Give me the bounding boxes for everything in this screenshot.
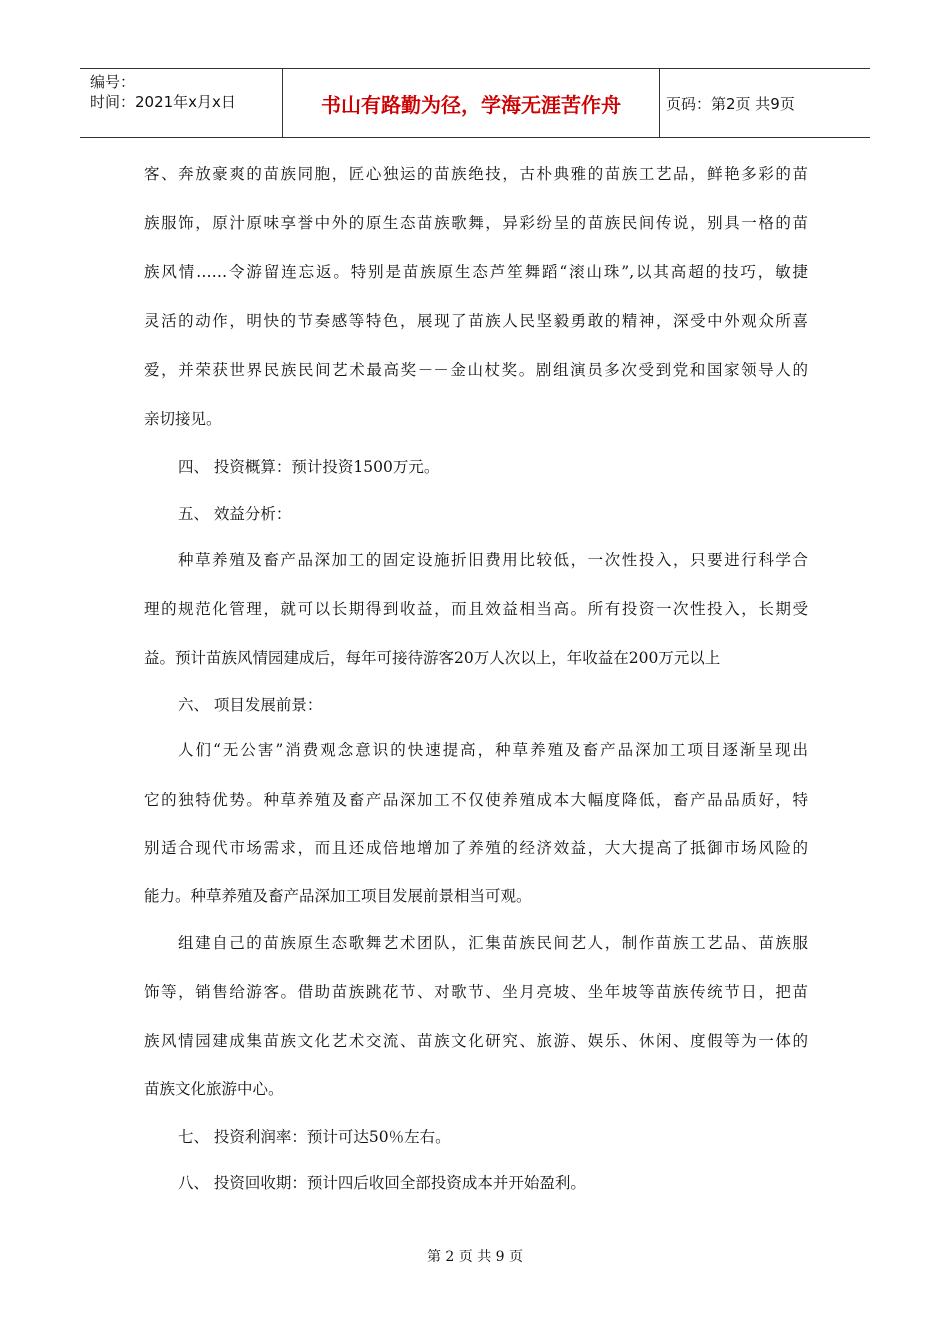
body-line: 种草养殖及畜产品深加工的固定设施折旧费用比较低，一次性投入，只要进行科学合 <box>178 551 808 569</box>
body-line: 它的独特优势。种草养殖及畜产品深加工不仅使养殖成本大幅度降低，畜产品品质好，特 <box>144 791 808 809</box>
body-line: 爱，并荣获世界民族民间艺术最高奖－－金山杖奖。剧组演员多次受到党和国家领导人的 <box>144 361 808 379</box>
header-left-cell <box>80 69 282 137</box>
header-motto: 书山有路勤为径，学海无涯苦作舟 <box>282 69 660 137</box>
section-heading-6: 六、 项目发展前景： <box>178 696 323 714</box>
body-line: 饰等，销售给游客。借助苗族跳花节、对歌节、坐月亮坡、坐年坡等苗族传统节日，把苗 <box>144 983 808 1001</box>
body-line: 族服饰，原汁原味享誉中外的原生态苗族歌舞，异彩纷呈的苗族民间传说，别具一格的苗 <box>144 214 808 232</box>
body-line: 客、奔放豪爽的苗族同胞，匠心独运的苗族绝技，古朴典雅的苗族工艺品，鲜艳多彩的苗 <box>144 165 808 183</box>
section-heading-7: 七、 投资利润率：预计可达50％左右。 <box>178 1128 451 1146</box>
doc-code-label: 编号： <box>90 73 136 91</box>
body-line: 灵活的动作，明快的节奏感等特色，展现了苗族人民坚毅勇敢的精神，深受中外观众所喜 <box>144 312 808 330</box>
doc-date-label: 时间：2021年x月x日 <box>90 93 236 111</box>
section-heading-5: 五、 效益分析： <box>178 505 292 523</box>
body-line: 亲切接见。 <box>144 410 222 428</box>
section-heading-4: 四、 投资概算：预计投资1500万元。 <box>178 458 440 476</box>
body-line: 族风情……令游留连忘返。特别是苗族原生态芦笙舞蹈“滚山珠”,以其高超的技巧，敏捷 <box>144 263 808 281</box>
document-header <box>80 68 870 138</box>
section-heading-8: 八、 投资回收期：预计四后收回全部投资成本并开始盈利。 <box>178 1174 586 1192</box>
body-line: 人们“无公害”消费观念意识的快速提高，种草养殖及畜产品深加工项目逐渐呈现出 <box>178 741 808 759</box>
body-line: 益。预计苗族风情园建成后，每年可接待游客20万人次以上，年收益在200万元以上 <box>144 649 721 667</box>
body-line: 理的规范化管理，就可以长期得到收益，而且效益相当高。所有投资一次性投入，长期受 <box>144 600 808 618</box>
header-page-number: 页码：第2页 共9页 <box>666 94 795 113</box>
body-line: 组建自己的苗族原生态歌舞艺术团队，汇集苗族民间艺人，制作苗族工艺品、苗族服 <box>178 934 808 952</box>
page-footer: 第 2 页 共 9 页 <box>426 1249 524 1265</box>
body-line: 苗族文化旅游中心。 <box>144 1080 284 1098</box>
body-line: 族风情园建成集苗族文化艺术交流、苗族文化研究、旅游、娱乐、休闲、度假等为一体的 <box>144 1032 808 1050</box>
body-line: 能力。种草养殖及畜产品深加工项目发展前景相当可观。 <box>144 887 532 905</box>
body-line: 别适合现代市场需求，而且还成倍地增加了养殖的经济效益，大大提高了抵御市场风险的 <box>144 839 808 857</box>
